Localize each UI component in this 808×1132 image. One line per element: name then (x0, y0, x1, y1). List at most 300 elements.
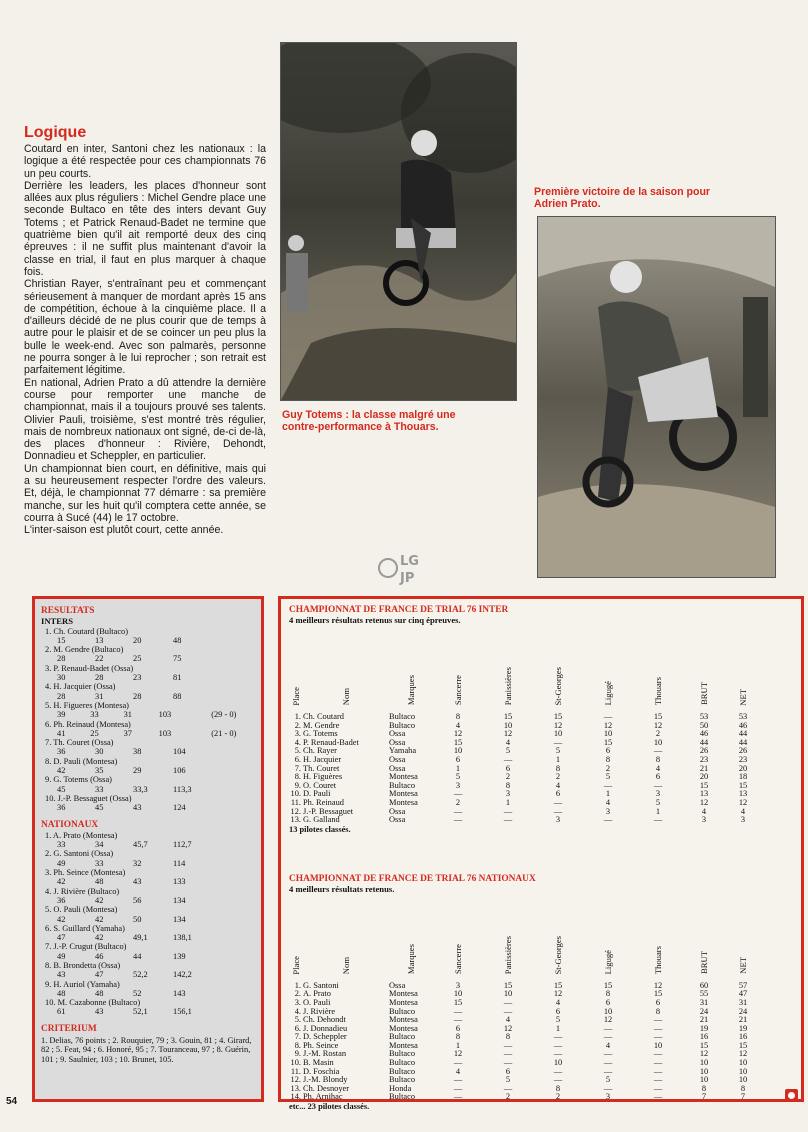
table-cell: Bultaco (389, 1049, 416, 1059)
table-cell: 21 (699, 763, 709, 773)
table-cell: — (553, 806, 563, 816)
table-cell: Ossa (389, 754, 406, 764)
inters-label: INTERS (41, 616, 73, 627)
nat-table (289, 894, 761, 1102)
column-header (683, 894, 725, 976)
table-row (289, 722, 761, 731)
table-cell: 23 (699, 754, 709, 764)
table-cell: O. Pauli (303, 997, 331, 1007)
table-cell: 7. (294, 1032, 301, 1042)
result-entry (41, 645, 255, 664)
table-cell: 6 (605, 997, 611, 1007)
table-cell: 12 (453, 1049, 463, 1059)
table-cell: 23 (738, 754, 748, 764)
column-header (289, 894, 303, 976)
result-scores (41, 952, 255, 961)
article-paragraph: L'inter-saison est plutôt court, cette année. (24, 524, 224, 537)
table-cell: 1 (655, 806, 661, 816)
table-cell: 5 (605, 772, 611, 782)
table-cell: O. Couret (303, 780, 337, 790)
table-cell: 2 (555, 772, 561, 782)
photographer-logo (378, 548, 430, 588)
table-cell: 15 (653, 989, 663, 999)
table-cell: 3. (294, 997, 301, 1007)
table-cell: — (453, 1075, 463, 1085)
table-row (289, 782, 761, 791)
table-cell: 12 (699, 797, 709, 807)
inter-table-footer: 13 pilotes classés. (289, 824, 351, 834)
table-cell: 15 (653, 712, 663, 721)
table-cell: 3 (455, 980, 461, 990)
table-cell: — (503, 806, 513, 816)
table-cell: 5 (605, 1075, 611, 1085)
result-scores (41, 692, 255, 701)
table-cell: 5 (555, 746, 561, 756)
result-score: 104 (173, 747, 186, 757)
table-cell: G. Santoni (303, 980, 339, 990)
table-cell: 8 (505, 780, 511, 790)
table-cell: Ph. Seince (303, 1040, 339, 1050)
column-header-label: Nom (340, 688, 351, 706)
result-entry (41, 998, 255, 1017)
result-scores (41, 877, 255, 886)
result-score: 36 (57, 895, 66, 905)
result-name: 7. J.-P. Crugut (Bultaco) (45, 942, 127, 952)
table-cell: — (503, 1049, 513, 1059)
table-cell: 1 (455, 763, 461, 773)
table-cell: 5 (555, 1015, 561, 1025)
result-entry (41, 905, 255, 924)
result-score: 142,2 (173, 970, 192, 980)
table-cell: — (503, 1058, 513, 1068)
column-header (303, 625, 389, 707)
table-cell: — (553, 1075, 563, 1085)
table-cell: 8 (740, 1083, 746, 1093)
table-cell: 10 (738, 1058, 748, 1068)
table-cell: J. Rivière (303, 1006, 336, 1016)
table-cell: H. Jacquier (303, 754, 342, 764)
result-scores (41, 989, 255, 998)
table-cell: A. Prato (303, 989, 331, 999)
table-cell: Bultaco (389, 1006, 416, 1016)
result-score: 52,2 (133, 970, 148, 980)
table-cell: 9. (294, 780, 301, 790)
result-score: 134 (173, 914, 186, 924)
result-score: 34 (95, 840, 104, 850)
table-cell: 8 (555, 763, 561, 773)
table-cell: 12 (553, 989, 563, 999)
table-cell: 24 (738, 1006, 748, 1016)
table-cell: 53 (699, 712, 709, 721)
column-header-label: Sancerre (452, 675, 463, 706)
table-cell: — (453, 1083, 463, 1093)
result-score: 23 (133, 673, 142, 683)
result-scores (41, 673, 255, 682)
column-header (725, 625, 761, 707)
table-row (289, 730, 761, 739)
table-row (289, 765, 761, 774)
result-name: 10. M. Cazabonne (Bultaco) (45, 998, 141, 1008)
table-row (289, 713, 761, 722)
table-cell: 5 (505, 746, 511, 756)
result-scores (41, 803, 255, 812)
caption-photo-left: Guy Totems : la classe malgré une contre-performance à Thouars. (282, 409, 456, 433)
table-cell: — (653, 780, 663, 790)
result-score: 156,1 (173, 1007, 192, 1017)
table-cell: 12 (653, 720, 663, 730)
table-cell: 8 (505, 1032, 511, 1042)
table-cell: 3 (555, 815, 561, 825)
table-cell: 46 (738, 720, 748, 730)
table-cell: 24 (699, 1006, 709, 1016)
table-cell: — (453, 789, 463, 799)
table-cell: 10. (290, 1058, 301, 1068)
table-cell: 31 (738, 997, 748, 1007)
table-cell: 10 (603, 1006, 613, 1016)
table-cell: 10 (738, 1066, 748, 1076)
result-score: 75 (173, 654, 182, 664)
table-cell: — (653, 1083, 663, 1093)
table-cell: 4 (740, 806, 746, 816)
table-cell: Bultaco (389, 1058, 416, 1068)
table-cell: 4 (555, 997, 561, 1007)
result-name: 6. Ph. Reinaud (Montesa) (45, 719, 131, 729)
table-cell: — (503, 1006, 513, 1016)
result-name: 5. O. Pauli (Montesa) (45, 905, 118, 915)
result-name: 9. H. Auriol (Yamaha) (45, 979, 120, 989)
table-row (289, 1033, 761, 1042)
inter-table-subtitle: 4 meilleurs résultats retenus sur cinq épreuves. (289, 615, 461, 625)
result-score: 15 (57, 635, 66, 645)
result-name: 6. S. Guillard (Yamaha) (45, 923, 125, 933)
result-scores (41, 896, 255, 905)
column-header (483, 894, 533, 976)
column-header (633, 625, 683, 707)
table-cell: 3 (701, 815, 707, 825)
table-cell: 10. (290, 789, 301, 799)
result-entry (41, 738, 255, 757)
table-cell: — (503, 1040, 513, 1050)
table-cell: — (653, 1092, 663, 1102)
result-name: 8. B. Brondetta (Ossa) (45, 960, 121, 970)
result-entry (41, 924, 255, 943)
table-cell: 8 (455, 712, 461, 721)
table-cell: 8 (605, 989, 611, 999)
result-scores (41, 766, 255, 775)
table-cell: — (553, 1049, 563, 1059)
table-cell: 46 (699, 729, 709, 739)
column-header (683, 625, 725, 707)
result-entry (41, 757, 255, 776)
table-cell: Ph. Reinaud (303, 797, 344, 807)
table-cell: 15 (553, 980, 563, 990)
column-header (533, 625, 583, 707)
table-cell: D. Scheppler (303, 1032, 347, 1042)
result-score: 20 (133, 635, 142, 645)
table-cell: — (553, 797, 563, 807)
table-cell: — (603, 1049, 613, 1059)
result-score: 22 (95, 654, 104, 664)
table-cell: 12 (603, 720, 613, 730)
result-score: 33 (95, 858, 104, 868)
table-row (289, 999, 761, 1008)
table-cell: 15 (453, 997, 463, 1007)
table-cell: 4 (505, 1015, 511, 1025)
table-cell: 8 (555, 1083, 561, 1093)
table-cell: 6 (605, 746, 611, 756)
table-cell: — (603, 1066, 613, 1076)
table-cell: 10 (553, 729, 563, 739)
table-row (289, 799, 761, 808)
table-cell: 20 (738, 763, 748, 773)
table-cell: Montesa (389, 797, 418, 807)
table-cell: — (453, 806, 463, 816)
table-cell: 4 (455, 1066, 461, 1076)
table-cell: 4. (294, 737, 301, 747)
table-cell: 15 (503, 712, 513, 721)
results-title: RESULTATS (41, 606, 95, 616)
result-score: 48 (57, 988, 66, 998)
result-score: 31 (123, 710, 132, 720)
table-row (289, 756, 761, 765)
table-cell: Ossa (389, 729, 406, 739)
column-header (433, 894, 483, 976)
column-header (583, 894, 633, 976)
table-cell: 13. (290, 1083, 301, 1093)
table-cell: Bultaco (389, 712, 416, 721)
table-cell: 8 (455, 1032, 461, 1042)
column-header-label: Place (291, 686, 302, 706)
table-cell: 13 (738, 789, 748, 799)
svg-text:LG: LG (400, 554, 419, 569)
table-cell: P. Renaud-Badet (303, 737, 359, 747)
column-header-label: Ligugé (602, 681, 613, 706)
column-header (389, 625, 433, 707)
table-cell: 6. (294, 1023, 301, 1033)
column-header-label: Panissières (502, 935, 513, 975)
result-score: 139 (173, 951, 186, 961)
table-cell: Montesa (389, 1015, 418, 1025)
table-row (289, 1076, 761, 1085)
table-cell: — (653, 1058, 663, 1068)
result-score: 35 (95, 766, 104, 776)
result-score: 45 (95, 803, 104, 813)
column-header (725, 894, 761, 976)
table-cell: D. Pauli (303, 789, 331, 799)
result-score: 33,3 (133, 784, 148, 794)
table-cell: 8 (701, 1083, 707, 1093)
article (24, 124, 266, 537)
table-cell: 44 (738, 729, 748, 739)
result-score: 133 (173, 877, 186, 887)
criterium-text: 1. Delias, 76 points ; 2. Rouquier, 79 ; 3. Gouin, 81 ; 4. Girard, 82 ; 5. Feat, 94 ; 6. Honoré, 95 ; 7. Touranceau, 97 ; 8. Guérin, 101 ; 9. Saulnier, 103 ; 10. Brunet, 105. (41, 1036, 252, 1064)
column-header (583, 625, 633, 707)
table-row (289, 1025, 761, 1034)
nat-table-title: CHAMPIONNAT DE FRANCE DE TRIAL 76 NATIONAUX (289, 873, 536, 884)
table-cell: 8 (655, 754, 661, 764)
table-cell: 3 (505, 789, 511, 799)
table-cell: 57 (738, 980, 748, 990)
table-cell: Yamaha (389, 746, 417, 756)
table-cell: Bultaco (389, 1066, 416, 1076)
table-cell: 6 (505, 763, 511, 773)
table-cell: 12 (453, 729, 463, 739)
table-cell: Bultaco (389, 1032, 416, 1042)
result-entry (41, 720, 255, 739)
table-cell: 12 (603, 1015, 613, 1025)
table-cell: — (603, 1032, 613, 1042)
result-score: 42 (57, 766, 66, 776)
table-cell: 15 (699, 1040, 709, 1050)
result-entry (41, 701, 255, 720)
inter-table-title: CHAMPIONNAT DE FRANCE DE TRIAL 76 INTER (289, 605, 509, 615)
table-cell: Th. Couret (303, 763, 340, 773)
table-cell: 10 (503, 720, 513, 730)
result-entry (41, 980, 255, 999)
result-score: 47 (95, 970, 104, 980)
table-cell: 10 (699, 1058, 709, 1068)
result-score: 43 (133, 803, 142, 813)
table-cell: 11. (290, 1066, 301, 1076)
column-header (389, 894, 433, 976)
table-cell: 44 (738, 737, 748, 747)
result-score: 52 (133, 988, 142, 998)
table-row (289, 773, 761, 782)
table-cell: Ch. Desnoyer (303, 1083, 350, 1093)
table-cell: 7. (294, 763, 301, 773)
result-name: 10. J.-P. Bessaguet (Ossa) (45, 793, 132, 803)
result-score: 28 (133, 691, 142, 701)
result-name: 4. H. Jacquier (Ossa) (45, 682, 116, 692)
column-header-label: Nom (340, 956, 351, 975)
table-cell: — (503, 754, 513, 764)
table-cell: 21 (699, 1015, 709, 1025)
table-cell: Honda (389, 1083, 412, 1093)
table-cell: 4 (701, 806, 707, 816)
table-cell: Montesa (389, 1040, 418, 1050)
table-cell: 5 (455, 772, 461, 782)
table-cell: Ossa (389, 806, 406, 816)
table-cell: J.-M. Rostan (303, 1049, 347, 1059)
table-cell: 50 (699, 720, 709, 730)
table-cell: 15 (553, 712, 563, 721)
table-cell: Bultaco (389, 720, 416, 730)
result-score: 32 (133, 858, 142, 868)
result-name: 4. J. Rivière (Bultaco) (45, 886, 120, 896)
table-cell: 4 (505, 737, 511, 747)
table-cell: 6. (294, 754, 301, 764)
table-cell: 2 (655, 729, 661, 739)
result-name: 1. A. Prato (Montesa) (45, 830, 118, 840)
table-cell: 60 (699, 980, 709, 990)
table-cell: 2. (294, 989, 301, 999)
table-cell: — (453, 1092, 463, 1102)
result-scores (41, 747, 255, 756)
table-row (289, 747, 761, 756)
table-row (289, 1016, 761, 1025)
table-cell: 19 (699, 1023, 709, 1033)
table-cell: 16 (699, 1032, 709, 1042)
result-entry (41, 887, 255, 906)
table-row (289, 816, 761, 825)
table-cell: Ch. Coutard (303, 712, 344, 721)
table-cell: 9. (294, 1049, 301, 1059)
result-score: 29 (133, 766, 142, 776)
column-header-label: Thouars (652, 945, 663, 975)
column-header (483, 625, 533, 707)
table-cell: 1 (555, 754, 561, 764)
result-score: 30 (57, 673, 66, 683)
table-cell: 15 (603, 980, 613, 990)
result-score: 112,7 (173, 840, 192, 850)
result-scores (41, 859, 255, 868)
result-scores (41, 915, 255, 924)
table-cell: 15 (603, 737, 613, 747)
result-score: 114 (173, 858, 186, 868)
table-cell: 6 (555, 789, 561, 799)
column-header (289, 625, 303, 707)
result-entry (41, 627, 255, 646)
table-cell: — (553, 1040, 563, 1050)
svg-text:JP: JP (400, 571, 415, 586)
result-scores (41, 654, 255, 663)
result-scores (41, 840, 255, 849)
table-cell: — (603, 712, 613, 721)
table-cell: 11. (290, 797, 301, 807)
table-cell: D. Foschia (303, 1066, 340, 1076)
article-paragraph: Un championnat bien court, en définitive, mais qui a su heureusement respecter l'ordre des valeurs. Et, déjà, le championnat 77 démarre : sa première manche, sur les huit qu'il comptera cette année, se courra à Sucé (44) le 17 octobre. (24, 462, 266, 524)
result-entry (41, 794, 255, 813)
table-cell: 10 (553, 1058, 563, 1068)
table-cell: Bultaco (389, 780, 416, 790)
result-scores (41, 710, 255, 719)
table-cell: 55 (699, 989, 709, 999)
article-paragraph: Christian Rayer, s'entraînant peu et commençant sérieusement à manquer de mordant après 15 ans de compétition, échoue à la cinquième place. Il a d'ailleurs décidé de ne plus courir que de temps à autre pour le plaisir et de se coincer un peu plus la bulle le week-end. Avec son palmarès, personne ne pourra songer à le lui reprocher ; son retrait est parfaitement légitime. (24, 278, 266, 377)
table-cell: 2 (505, 1092, 511, 1102)
table-cell: 5. (294, 746, 301, 756)
table-cell: 44 (699, 737, 709, 747)
table-cell: — (453, 815, 463, 825)
result-score: 28 (95, 673, 104, 683)
table-cell: — (603, 1023, 613, 1033)
result-score: 134 (173, 895, 186, 905)
table-cell: 15 (738, 1040, 748, 1050)
table-cell: 2 (605, 763, 611, 773)
table-cell: — (503, 997, 513, 1007)
table-row (289, 1050, 761, 1059)
result-score: 61 (57, 1007, 66, 1017)
table-cell: 1. (294, 712, 301, 721)
nat-table-subtitle: 4 meilleurs résultats retenus. (289, 883, 395, 894)
result-scores (41, 729, 255, 738)
result-score: (21 - 0) (211, 728, 237, 738)
table-cell: J.-M. Blondy (303, 1075, 348, 1085)
result-name: 3. P. Renaud-Badet (Ossa) (45, 663, 134, 673)
corner-mark-icon (785, 1089, 798, 1102)
result-score: 30 (95, 747, 104, 757)
table-cell: 16 (738, 1032, 748, 1042)
table-cell: — (503, 1083, 513, 1093)
result-score: 42 (95, 895, 104, 905)
result-score: 28 (57, 654, 66, 664)
result-score: 48 (173, 635, 182, 645)
result-score: 113,3 (173, 784, 192, 794)
inters-list (41, 627, 255, 813)
table-cell: — (553, 737, 563, 747)
table-cell: 5. (294, 1015, 301, 1025)
column-header-label: NET (737, 957, 748, 975)
result-score: 45,7 (133, 840, 148, 850)
